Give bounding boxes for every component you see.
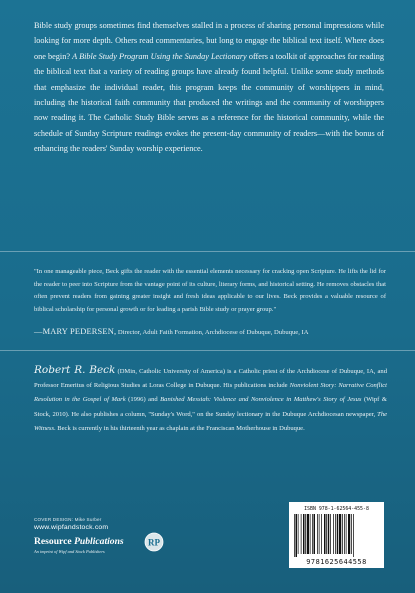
barcode-bar [333,514,334,554]
barcode-bar [305,514,306,554]
barcode-bar [312,514,313,554]
barcode-bar [351,514,352,554]
barcode-bar [321,514,322,554]
book-description [34,18,384,157]
endorsement-attribution [34,327,394,336]
barcode-bar [337,514,339,554]
publisher-badge-icon [144,532,164,552]
cover-design-credit: COVER DESIGN: Mike Surber [34,517,102,522]
divider-top [0,251,415,252]
barcode-bars [294,514,379,557]
bio-part-2: (1996) and [125,396,161,404]
divider-bottom [0,350,415,351]
isbn-barcode [289,502,384,568]
author-signature: Robert R. Beck [34,364,116,376]
barcode-bar [335,514,336,554]
barcode-bar [344,514,345,554]
endorser-role: Director, Adult Faith Formation, Archdiocese of Dubuque, Dubuque, IA [116,329,309,336]
barcode-bar [307,514,309,554]
publication-2: Banished Messiah: Violence and Nonviolence in Matthew's Story of Jesus [160,396,362,404]
barcode-bar [294,514,295,557]
description-body: offers a toolkit of approaches for reading the biblical text that a variety of reading groups have already found helpful. Unlike some study methods that emphasize the individual reader, this program keeps the community of worshippers in mind, including the historical faith community that produced the writings and the community of worshippers now reading it. The Catholic Study Bible serves as a reference for the historical community, while the schedule of Sunday Scripture readings evokes the present-day community of readers—with the bonus of enhancing the readers' Sunday worship experience. [34,51,385,154]
bio-part-4: . Beck is currently in his thirteenth year as chaplain at the Franciscan Motherhouse in Dubuque. [54,424,305,432]
barcode-bar [296,514,298,557]
description-intro: Bible study groups sometimes find themselves stalled in a process of sharing personal impressions while looking for more depth. Others read commentaries, but long to engage the biblical text itself. Where does one begin? [34,21,384,61]
isbn-number: ISBN 978-1-62564-455-8 [304,506,369,512]
barcode-bar [326,514,327,554]
barcode-bar [346,514,347,554]
barcode-bar [324,514,326,554]
barcode-bar [301,514,302,554]
bio-part-3: (Wipf & Stock, 2010). He also publishes a column, "Sunday's Word," on the Sunday lectionary in the Dubuque Archdiocesan newspaper, [34,396,387,418]
publisher-url[interactable]: www.wipfandstock.com [34,524,109,531]
endorser-name: —MARY PEDERSEN, [34,327,117,336]
endorsement-quote: "In one manageable piece, Beck gifts the reader with the essential elements necessary for cracking open Scripture. He lifts the lid for the reader to peer into Scripture from the vantage point of its culture, literary forms, and historical setting. He removes obstacles that often prevent readers from gaining greater insight and fresh ideas applicable to our lives. Beck provides a valuable resource of biblical scholarship for personal growth or for leading a parish Bible study or prayer group." [34,268,386,313]
barcode-bar [314,514,316,554]
barcode-bar [348,514,350,554]
publisher-name-bold: Resource [34,536,72,547]
barcode-bar [328,514,330,554]
barcode-bar [319,514,320,554]
barcode-bar [342,514,343,554]
barcode-bar [330,514,331,554]
bio-part-1: (DMin, Catholic University of America) is a Catholic priest of the Archdiocese of Dubuque, IA, and Professor Emeritus of Religious Studies at Loras College in Dubuque. His publications include [34,368,387,390]
barcode-bar [298,514,299,554]
publisher-imprint: An imprint of Wipf and Stock Publishers [34,549,105,554]
book-title: A Bible Study Program Using the Sunday Lectionary [72,51,247,61]
publisher-name-italic: Publications [74,536,124,547]
barcode-bar [310,514,311,554]
barcode-bar [303,514,305,554]
author-bio [34,363,387,436]
publication-1: Nonviolent Story: Narrative Conflict Resolution in the Gospel of Mark [34,382,387,404]
barcode-bar [339,514,341,554]
barcode-bar [353,514,354,557]
barcode-digits: 9781625644558 [306,558,367,566]
barcode-bar [317,514,318,554]
newspaper-name: The Witness [34,410,387,432]
badge-letters: RP [148,537,160,548]
publisher-logo [34,536,124,547]
